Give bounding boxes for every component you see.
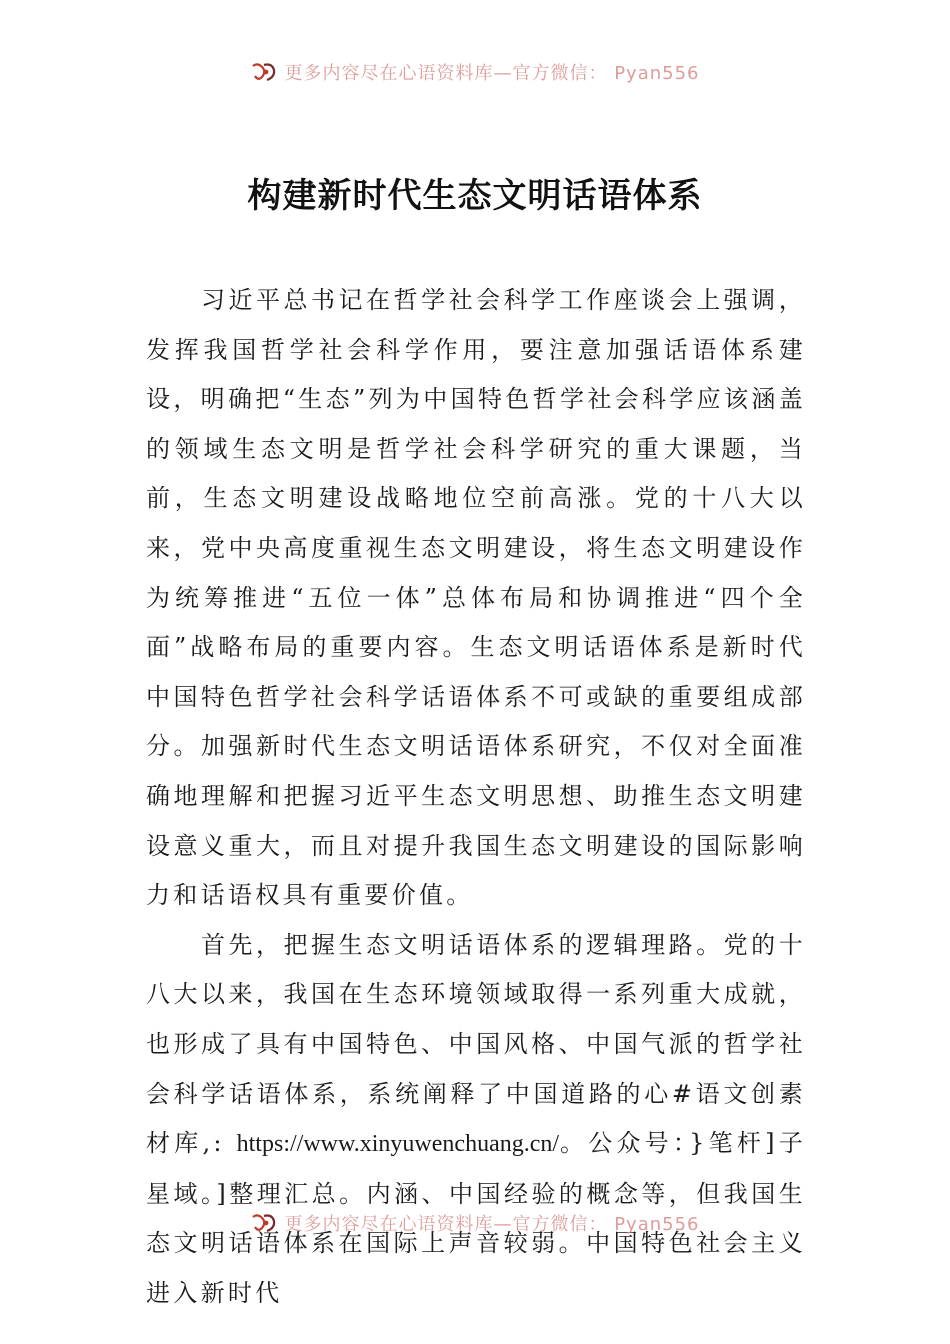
- watermark-text: 更多内容尽在心语资料库—官方微信： Pyan556: [284, 1214, 700, 1235]
- document-body: [146, 276, 806, 1318]
- watermark-footer: [0, 1203, 950, 1243]
- document-title: 构建新时代生态文明话语体系: [247, 176, 703, 216]
- source-url: https://www.xinyuwenchuang.cn/: [236, 1131, 560, 1158]
- watermark-logo-icon: [250, 60, 278, 84]
- paragraph-1: 习近平总书记在哲学社会科学工作座谈会上强调，发挥我国哲学社会科学作用，要注意加强话语体系建设，明确把“生态”列为中国特色哲学社会科学应该涵盖的领域生态文明是哲学社会科学研究的重大课题，当前，生态文明建设战略地位空前高涨。党的十八大以来，党中央高度重视生态文明建设，将生态文明建设作为统筹推进“五位一体”总体布局和协调推进“四个全面”战略布局的重要内容。生态文明话语体系是新时代中国特色哲学社会科学话语体系不可或缺的重要组成部分。加强新时代生态文明话语体系研究，不仅对全面准确地理解和把握习近平生态文明思想、助推生态文明建设意义重大，而且对提升我国生态文明建设的国际影响力和话语权具有重要价值。: [146, 286, 806, 910]
- watermark-header: [0, 52, 950, 92]
- watermark-logo-icon: [250, 1211, 278, 1235]
- paragraph-2: [146, 921, 806, 1319]
- watermark-text: 更多内容尽在心语资料库—官方微信： Pyan556: [284, 63, 700, 84]
- paragraph-2-text-before-url: 首先，把握生态文明话语体系的逻辑理路。党的十八大以来，我国在生态环境领域取得一系列重大成就，也形成了具有中国特色、中国风格、中国气派的哲学社会科学话语体系，系统阐释了中国道路的心#语文创素材库,:: [146, 930, 806, 1158]
- paragraph-2-text-after-url: 。公众号：}笔杆]子星域。]整理汇总。内涵、中国经验的概念等，但我国生态文明话语体系在国际上声音较弱。中国特色社会主义进入新时代: [146, 1129, 806, 1307]
